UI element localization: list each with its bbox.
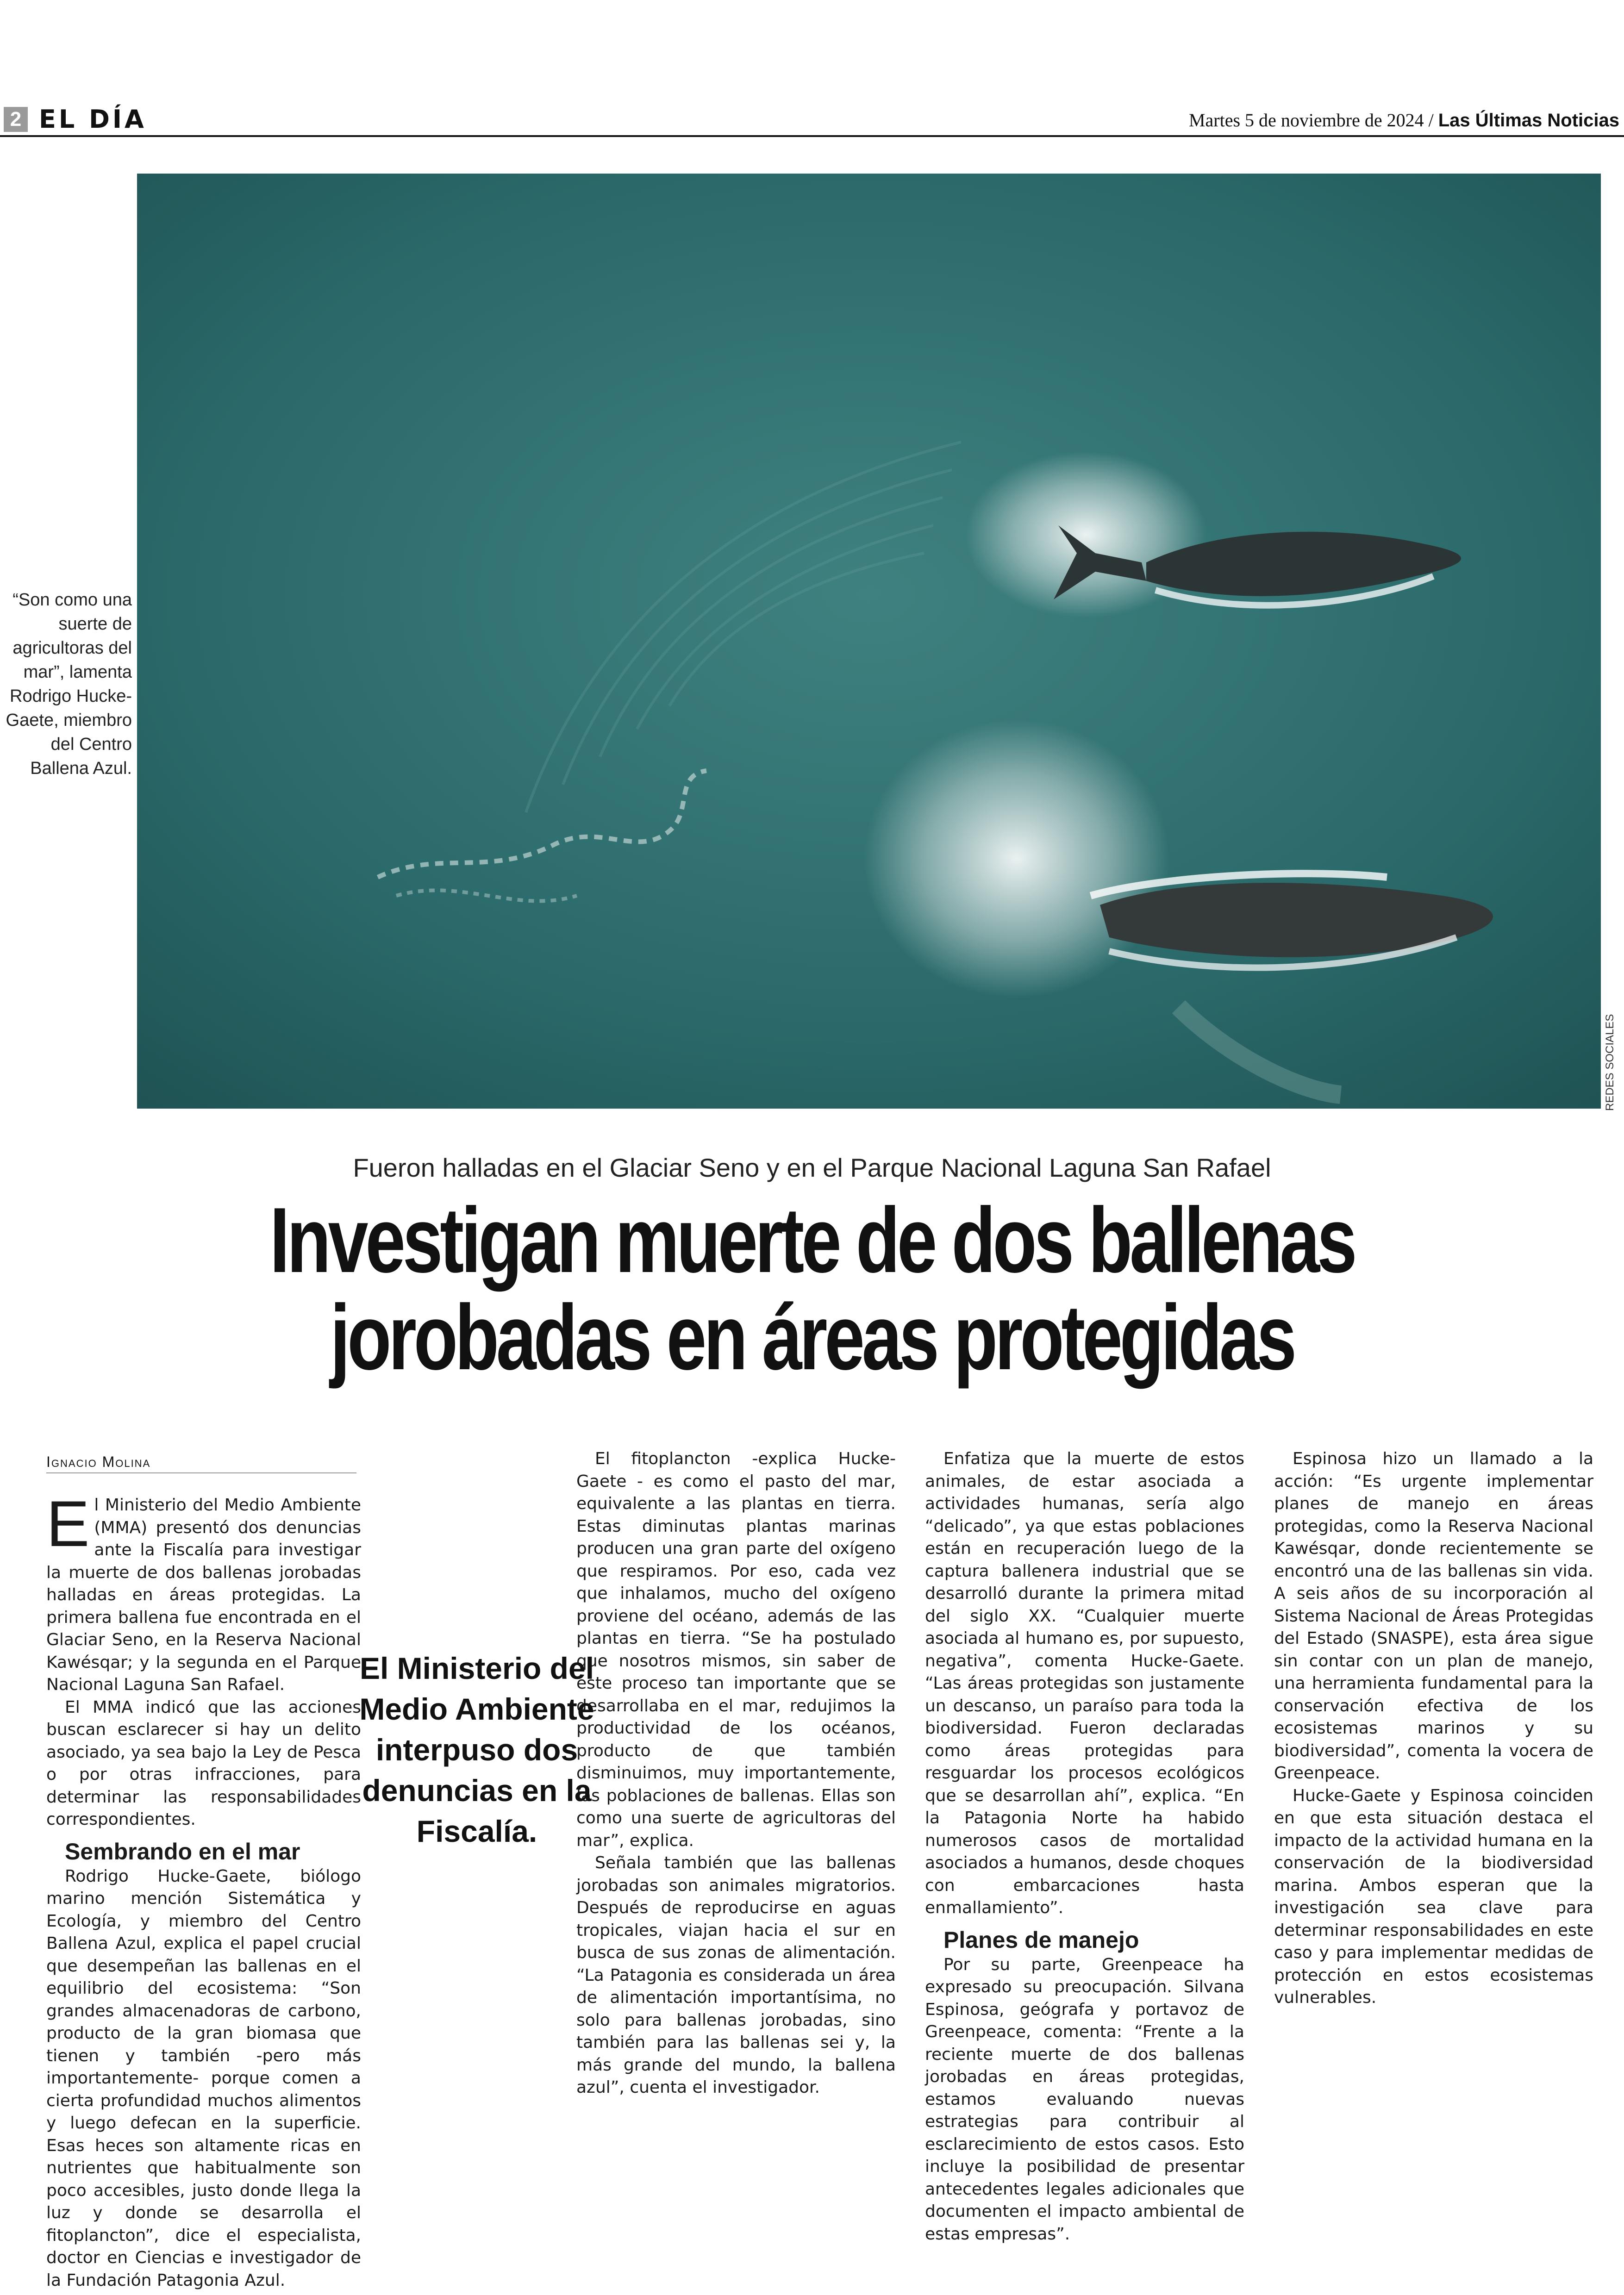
byline: Ignacio Molina xyxy=(46,1453,356,1473)
photo-caption: “Son como una suerte de agricultoras del mar”, lamenta Rodrigo Hucke-Gaete, miembro del Centro Ballena Azul. xyxy=(6,590,132,778)
whales-aerial-photo xyxy=(137,174,1601,1109)
paragraph: Hucke-Gaete y Espinosa coinciden en que esta situación destaca el impacto de la actividad humana en la conservación de la biodiversidad marina. Ambos esperan que la investigación sea clave para determinar responsabilidades en este caso y para implementar medidas de protección en estos ecosistemas vulnerables. xyxy=(1274,1786,1593,2007)
paragraph: El Ministerio del Medio Ambiente (MMA) presentó dos denuncias ante la Fiscalía para investigar la muerte de dos ballenas jorobadas halladas en áreas protegidas. La primera ballena fue encontrada en el Glaciar Seno, en la Reserva Nacional Kawésqar; y la segunda en el Parque Nacional Laguna San Rafael. xyxy=(46,1487,361,1694)
paragraph: El MMA indicó que las acciones buscan esclarecer si hay un delito asociado, ya sea bajo la Ley de Pesca o por otras infracciones, para determinar las responsabilidades correspondientes. xyxy=(46,1697,361,1829)
paragraph: Por su parte, Greenpeace ha expresado su preocupación. Silvana Espinosa, geógrafa y portavoz de Greenpeace, comenta: “Frente a la reciente muerte de dos ballenas jorobadas en áreas protegidas, estamos evaluando nuevas estrategias para contribuir al esclarecimiento de estos casos. Esto incluye la posibilidad de presentar antecedentes legales adicionales que documenten el impacto ambiental de estas empresas”. xyxy=(925,1955,1244,2244)
publication-name: Las Últimas Noticias xyxy=(1438,110,1619,131)
photo-credit: REDES SOCIALES xyxy=(1604,1014,1616,1111)
article-column-1 xyxy=(46,1487,361,2292)
page-header xyxy=(0,104,1624,137)
subheading: Planes de manejo xyxy=(943,1927,1139,1953)
headline xyxy=(179,1189,1445,1389)
article-column-2 xyxy=(576,1448,896,2099)
dropcap: E xyxy=(46,1487,90,1560)
paragraph: Enfatiza que la muerte de estos animales, de estar asociada a actividades humanas, sería algo “delicado”, ya que estas poblaciones están en recuperación luego de la captura ballenera industrial que se desarrolló durante la primera mitad del siglo XX. “Cualquier muerte asociada al humano es, por supuesto, negativa”, comenta Hucke-Gaete. “Las áreas protegidas son justamente un descanso, un paraíso para toda la biodiversidad. Fueron declaradas como áreas protegidas para resguardar los procesos ecológicos que se desarrollan ahí”, explica. “En la Patagonia Norte ha habido numerosos casos de mortalidad asociados a humanos, desde choques con embarcaciones hasta enmallamiento”. xyxy=(925,1449,1244,1917)
subheading: Sembrando en el mar xyxy=(65,1838,300,1865)
paragraph: El fitoplancton -explica Hucke-Gaete - es como el pasto del mar, equivalente a las plantas en tierra. Estas diminutas plantas marinas producen una gran parte del oxígeno que respiramos. Por eso, cada vez que inhalamos, mucho del oxígeno proviene del océano, además de las plantas en tierra. “Se ha postulado que nosotros mismos, sin saber de este proceso tan importante que se desarrollaba en el mar, redujimos la productividad de los océanos, producto de que también disminuimos, muy importantemente, las poblaciones de ballenas. Ellas son como una suerte de agricultoras del mar”, explica. xyxy=(576,1449,896,1850)
headline-line-2: jorobadas en áreas protegidas xyxy=(330,1286,1294,1389)
paragraph: Rodrigo Hucke-Gaete, biólogo marino mención Sistemática y Ecología, y miembro del Centro Ballena Azul, explica el papel crucial que desempeñan las ballenas en el equilibrio del ecosistema: “Son grandes almacenadoras de carbono, producto de la gran biomasa que tienen y también -pero más importantemente- porque comen a cierta profundidad muchos alimentos y luego defecan en la superficie. Esas heces son altamente ricas en nutrientes que habitualmente son poco accesibles, justo donde llega la luz y donde se desarrolla el fitoplancton”, dice el especialista, doctor en Ciencias e investigador de la Fundación Patagonia Azul. xyxy=(46,1866,361,2290)
article-column-4 xyxy=(1274,1448,1593,2009)
kicker: Fueron halladas en el Glaciar Seno y en el Parque Nacional Laguna San Rafael xyxy=(353,1153,1271,1182)
pull-quote: El Ministerio del Medio Ambiente interpuso dos denuncias en la Fiscalía. xyxy=(359,1651,594,1848)
dateline xyxy=(1189,109,1619,132)
dateline-separator: / xyxy=(1428,110,1434,131)
page-number: 2 xyxy=(4,107,28,132)
headline-line-1: Investigan muerte de dos ballenas xyxy=(269,1189,1355,1292)
section-name: EL DÍA xyxy=(39,105,147,134)
paragraph: Señala también que las ballenas jorobadas son animales migratorios. Después de reproducirse en aguas tropicales, viajan hacia el sur en busca de sus zonas de alimentación. “La Patagonia es considerada un área de alimentación importantísima, no solo para ballenas jorobadas, sino también para las ballenas sei y, la más grande del mundo, la ballena azul”, cuenta el investigador. xyxy=(576,1853,896,2097)
issue-date: Martes 5 de noviembre de 2024 xyxy=(1188,110,1424,131)
header-rule xyxy=(0,135,1624,137)
article-column-3 xyxy=(925,1448,1244,2245)
paragraph: Espinosa hizo un llamado a la acción: “Es urgente implementar planes de manejo en áreas protegidas, como la Reserva Nacional Kawésqar, donde recientemente se encontró una de las ballenas sin vida. A seis años de su incorporación al Sistema Nacional de Áreas Protegidas del Estado (SNASPE), esta área sigue sin contar con un plan de manejo, una herramienta fundamental para la conservación efectiva de los ecosistemas marinos y su biodiversidad”, comenta la vocera de Greenpeace. xyxy=(1274,1449,1593,1783)
